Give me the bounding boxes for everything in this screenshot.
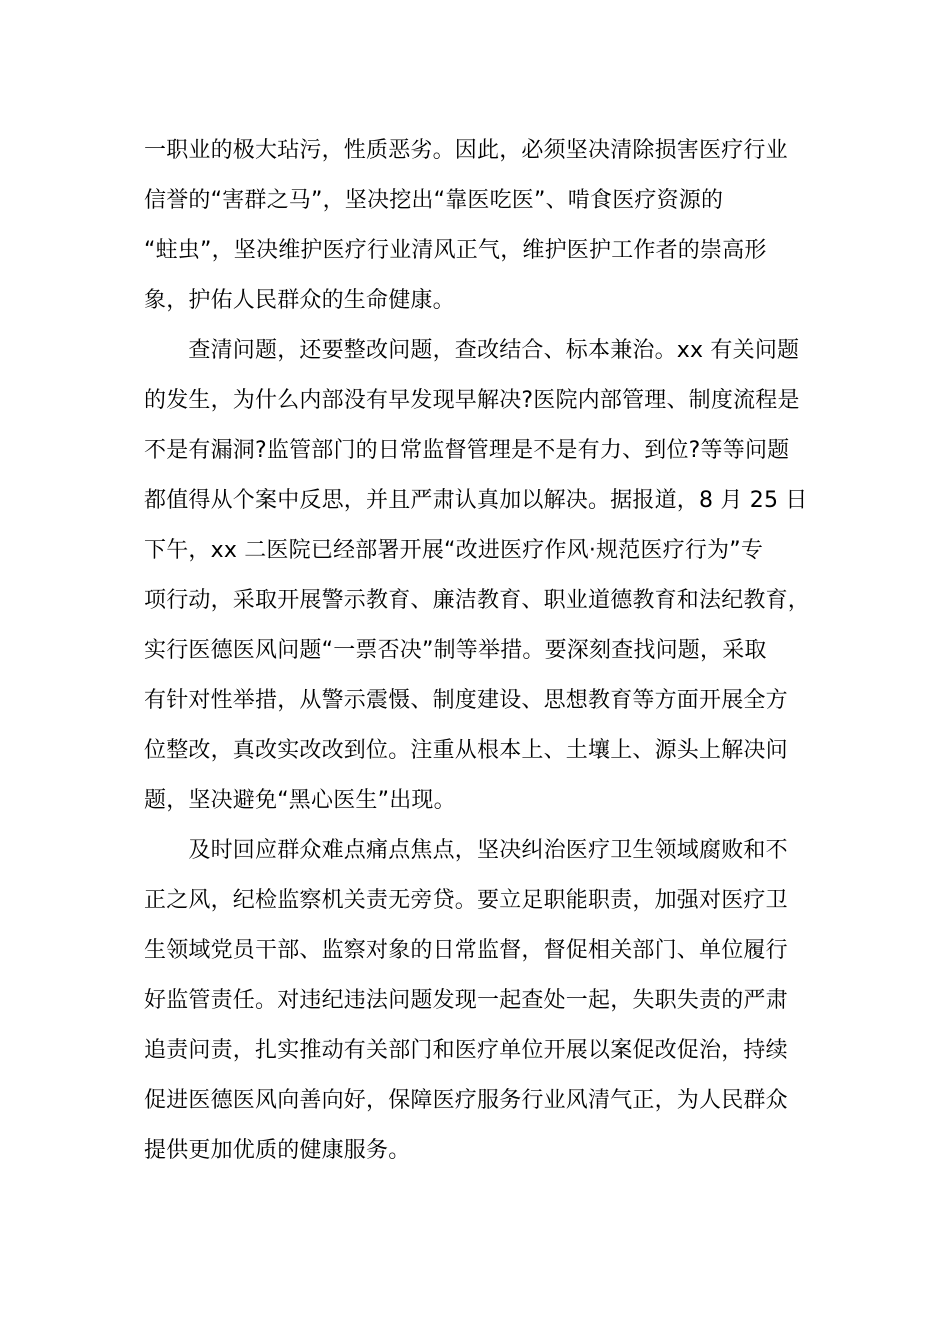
text-line: 查清问题，还要整改问题，查改结合、标本兼治。xx 有关问题 xyxy=(144,338,800,363)
text-line: 提供更加优质的健康服务。 xyxy=(144,1138,411,1163)
text-line: 题，坚决避免“黑心医生”出现。 xyxy=(144,788,456,813)
text-line: 的发生，为什么内部没有早发现早解决?医院内部管理、制度流程是 xyxy=(144,388,800,413)
text-line: 生领域党员干部、监察对象的日常监督，督促相关部门、单位履行 xyxy=(144,938,788,963)
text-line: 象，护佑人民群众的生命健康。 xyxy=(144,288,455,313)
text-line: 一职业的极大玷污，性质恶劣。因此，必须坚决清除损害医疗行业 xyxy=(144,138,788,163)
text-line: 及时回应群众难点痛点焦点，坚决纠治医疗卫生领域腐败和不 xyxy=(144,838,788,863)
text-line: 项行动，采取开展警示教育、廉洁教育、职业道德教育和法纪教育， xyxy=(144,588,811,613)
text-line: 好监管责任。对违纪违法问题发现一起查处一起，失职失责的严肃 xyxy=(144,988,788,1013)
text-line: 不是有漏洞?监管部门的日常监督管理是不是有力、到位?等等问题 xyxy=(144,438,790,463)
text-line: 追责问责，扎实推动有关部门和医疗单位开展以案促改促治，持续 xyxy=(144,1038,788,1063)
text-line: 正之风，纪检监察机关责无旁贷。要立足职能职责，加强对医疗卫 xyxy=(144,888,788,913)
paragraph-1 xyxy=(144,126,844,326)
text-line: 实行医德医风问题“一票否决”制等举措。要深刻查找问题，采取 xyxy=(144,638,767,663)
paragraph-2 xyxy=(144,326,844,826)
text-line: 有针对性举措，从警示震慑、制度建设、思想教育等方面开展全方 xyxy=(144,688,788,713)
paragraph-3 xyxy=(144,826,844,1176)
text-line: 信誉的“害群之马”，坚决挖出“靠医吃医”、啃食医疗资源的 xyxy=(144,188,724,213)
document-body xyxy=(144,126,844,1176)
text-line: 促进医德医风向善向好，保障医疗服务行业风清气正，为人民群众 xyxy=(144,1088,788,1113)
text-line: 位整改，真改实改改到位。注重从根本上、土壤上、源头上解决问 xyxy=(144,738,788,763)
text-line: 下午，xx 二医院已经部署开展“改进医疗作风·规范医疗行为”专 xyxy=(144,538,764,563)
text-line: “蛀虫”，坚决维护医疗行业清风正气，维护医护工作者的崇高形 xyxy=(144,238,767,263)
text-line: 都值得从个案中反思，并且严肃认真加以解决。据报道，8 月 25 日 xyxy=(144,488,808,513)
